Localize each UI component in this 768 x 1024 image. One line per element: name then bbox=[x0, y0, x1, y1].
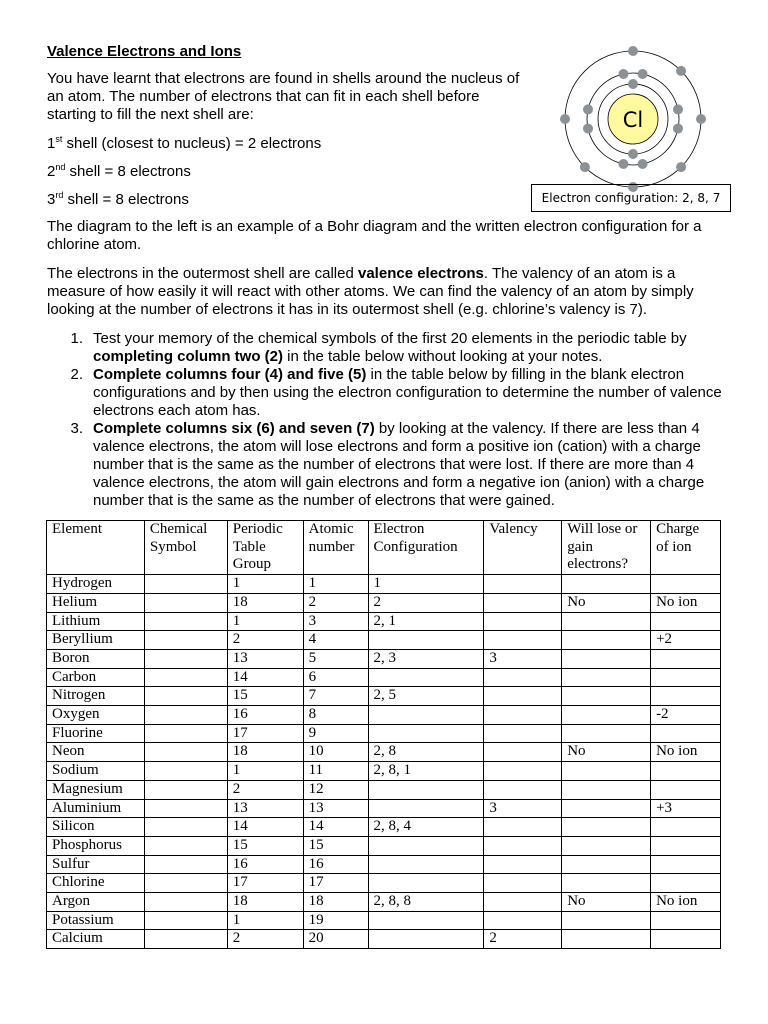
cell-lose-or-gain[interactable] bbox=[562, 836, 651, 855]
cell-valency[interactable] bbox=[484, 631, 562, 650]
cell-element: Magnesium bbox=[47, 780, 145, 799]
electron-shell-2 bbox=[638, 69, 648, 79]
cell-element: Nitrogen bbox=[47, 687, 145, 706]
table-row bbox=[47, 911, 721, 930]
electron-shell-3 bbox=[560, 114, 570, 124]
valence-paragraph: The electrons in the outermost shell are called valence electrons. The valency of an atom is a measure of how easily it will react with other atoms. We can find the valency of an atom by simply looking at the number of electrons it has in its outermost shell (e.g. chlorine’s valency is 7). bbox=[47, 265, 694, 318]
table-row bbox=[47, 818, 721, 837]
cell-electron-configuration: 2, 8, 1 bbox=[368, 762, 484, 781]
cell-charge-of-ion[interactable] bbox=[651, 649, 721, 668]
cell-group: 2 bbox=[227, 780, 303, 799]
cell-chemical-symbol-input[interactable] bbox=[144, 631, 227, 650]
header-electron-configuration: Electron Configuration bbox=[368, 521, 484, 575]
cell-element: Fluorine bbox=[47, 724, 145, 743]
cell-atomic-number: 12 bbox=[303, 780, 368, 799]
cell-valency[interactable] bbox=[484, 762, 562, 781]
cell-element: Phosphorus bbox=[47, 836, 145, 855]
header-lose-or-gain: Will lose or gain electrons? bbox=[562, 521, 651, 575]
cell-element: Chlorine bbox=[47, 874, 145, 893]
cell-chemical-symbol-input[interactable] bbox=[144, 780, 227, 799]
cell-group: 1 bbox=[227, 911, 303, 930]
cell-element: Calcium bbox=[47, 930, 145, 949]
cell-charge-of-ion: +2 bbox=[651, 631, 721, 650]
cell-valency[interactable] bbox=[484, 893, 562, 912]
bohr-diagram bbox=[560, 46, 706, 192]
cell-lose-or-gain[interactable] bbox=[562, 874, 651, 893]
cell-group: 1 bbox=[227, 575, 303, 594]
cell-atomic-number: 6 bbox=[303, 668, 368, 687]
cell-lose-or-gain: No bbox=[562, 893, 651, 912]
cell-electron-configuration[interactable] bbox=[368, 874, 484, 893]
table-row bbox=[47, 855, 721, 874]
table-row bbox=[47, 836, 721, 855]
cell-electron-configuration: 2, 5 bbox=[368, 687, 484, 706]
cell-charge-of-ion: No ion bbox=[651, 743, 721, 762]
cell-chemical-symbol-input[interactable] bbox=[144, 724, 227, 743]
cell-element: Aluminium bbox=[47, 799, 145, 818]
cell-valency[interactable] bbox=[484, 575, 562, 594]
cell-element: Neon bbox=[47, 743, 145, 762]
cell-charge-of-ion[interactable] bbox=[651, 724, 721, 743]
cell-chemical-symbol-input[interactable] bbox=[144, 612, 227, 631]
cell-electron-configuration[interactable] bbox=[368, 836, 484, 855]
table-row bbox=[47, 799, 721, 818]
table-row bbox=[47, 575, 721, 594]
cell-element: Hydrogen bbox=[47, 575, 145, 594]
cell-group: 13 bbox=[227, 799, 303, 818]
cell-atomic-number: 15 bbox=[303, 836, 368, 855]
cell-atomic-number: 4 bbox=[303, 631, 368, 650]
cell-atomic-number: 17 bbox=[303, 874, 368, 893]
cell-charge-of-ion[interactable] bbox=[651, 818, 721, 837]
cell-charge-of-ion[interactable] bbox=[651, 668, 721, 687]
cell-charge-of-ion[interactable] bbox=[651, 780, 721, 799]
cell-lose-or-gain[interactable] bbox=[562, 649, 651, 668]
cell-charge-of-ion[interactable] bbox=[651, 687, 721, 706]
cell-group: 14 bbox=[227, 818, 303, 837]
task-list bbox=[47, 330, 727, 510]
cell-charge-of-ion[interactable] bbox=[651, 762, 721, 781]
cell-valency[interactable] bbox=[484, 724, 562, 743]
task-item-1: 1. Test your memory of the chemical symbols of the first 20 elements in the periodic table by completing column two (2) in the table below without looking at your notes. bbox=[70, 330, 687, 365]
cell-atomic-number: 10 bbox=[303, 743, 368, 762]
electron-shell-1 bbox=[628, 149, 638, 159]
cell-chemical-symbol-input[interactable] bbox=[144, 743, 227, 762]
cell-atomic-number: 14 bbox=[303, 818, 368, 837]
cell-group: 18 bbox=[227, 893, 303, 912]
cell-group: 14 bbox=[227, 668, 303, 687]
table-row bbox=[47, 631, 721, 650]
table-row bbox=[47, 612, 721, 631]
cell-group: 15 bbox=[227, 836, 303, 855]
cell-atomic-number: 13 bbox=[303, 799, 368, 818]
table-row bbox=[47, 706, 721, 725]
cell-chemical-symbol-input[interactable] bbox=[144, 668, 227, 687]
table-row bbox=[47, 874, 721, 893]
cell-lose-or-gain[interactable] bbox=[562, 799, 651, 818]
table-row bbox=[47, 649, 721, 668]
cell-group: 16 bbox=[227, 855, 303, 874]
electron-shell-3 bbox=[628, 46, 638, 56]
cell-electron-configuration[interactable] bbox=[368, 799, 484, 818]
cell-element: Silicon bbox=[47, 818, 145, 837]
cell-lose-or-gain[interactable] bbox=[562, 687, 651, 706]
cell-atomic-number: 20 bbox=[303, 930, 368, 949]
cell-chemical-symbol-input[interactable] bbox=[144, 706, 227, 725]
cell-valency[interactable] bbox=[484, 743, 562, 762]
table-row bbox=[47, 668, 721, 687]
cell-atomic-number: 8 bbox=[303, 706, 368, 725]
cell-group: 18 bbox=[227, 743, 303, 762]
cell-chemical-symbol-input[interactable] bbox=[144, 649, 227, 668]
cell-chemical-symbol-input[interactable] bbox=[144, 575, 227, 594]
table-row bbox=[47, 930, 721, 949]
cell-electron-configuration[interactable] bbox=[368, 911, 484, 930]
cell-valency[interactable] bbox=[484, 687, 562, 706]
cell-chemical-symbol-input[interactable] bbox=[144, 593, 227, 612]
cell-lose-or-gain[interactable] bbox=[562, 724, 651, 743]
cell-electron-configuration[interactable] bbox=[368, 855, 484, 874]
cell-atomic-number: 19 bbox=[303, 911, 368, 930]
table-row bbox=[47, 780, 721, 799]
cell-element: Carbon bbox=[47, 668, 145, 687]
task-item-3: 3. Complete columns six (6) and seven (7) by looking at the valency. If there are less than 4 valence electrons, the atom will lose electrons and form a positive ion (cation) with a charge number that is the same as the number of electrons that were lost. If there are more than 4 valence electrons, the atom will gain electrons and form a negative ion (anion) with a charge number that is the same as the number of electrons that were gained. bbox=[70, 420, 705, 509]
cell-valency: 3 bbox=[484, 649, 562, 668]
cell-lose-or-gain[interactable] bbox=[562, 575, 651, 594]
cell-electron-configuration: 2, 8, 4 bbox=[368, 818, 484, 837]
cell-valency: 3 bbox=[484, 799, 562, 818]
cell-element: Potassium bbox=[47, 911, 145, 930]
electron-shell-2 bbox=[583, 104, 593, 114]
cell-group: 1 bbox=[227, 762, 303, 781]
cell-group: 17 bbox=[227, 874, 303, 893]
cell-charge-of-ion: No ion bbox=[651, 893, 721, 912]
cell-charge-of-ion[interactable] bbox=[651, 874, 721, 893]
header-element: Element bbox=[47, 521, 145, 575]
cell-chemical-symbol-input[interactable] bbox=[144, 930, 227, 949]
task-item-2: 2. Complete columns four (4) and five (5) in the table below by filling in the blank electron configurations and by then using the electron configuration to determine the number of valence electrons each atom has. bbox=[70, 366, 722, 419]
shell-line-2: 2nd shell = 8 electrons bbox=[47, 162, 191, 180]
cell-lose-or-gain[interactable] bbox=[562, 612, 651, 631]
cell-atomic-number: 18 bbox=[303, 893, 368, 912]
cell-electron-configuration: 1 bbox=[368, 575, 484, 594]
cell-element: Oxygen bbox=[47, 706, 145, 725]
cell-electron-configuration[interactable] bbox=[368, 706, 484, 725]
electron-configuration-box: Electron configuration: 2, 8, 7 bbox=[531, 184, 731, 212]
cell-chemical-symbol-input[interactable] bbox=[144, 911, 227, 930]
electron-shell-3 bbox=[696, 114, 706, 124]
cell-lose-or-gain[interactable] bbox=[562, 855, 651, 874]
cell-charge-of-ion[interactable] bbox=[651, 836, 721, 855]
cell-element: Argon bbox=[47, 893, 145, 912]
table-row bbox=[47, 893, 721, 912]
cell-electron-configuration[interactable] bbox=[368, 724, 484, 743]
cell-electron-configuration: 2, 3 bbox=[368, 649, 484, 668]
electron-shell-2 bbox=[673, 104, 683, 114]
cell-valency[interactable] bbox=[484, 874, 562, 893]
header-valency: Valency bbox=[484, 521, 562, 575]
cell-electron-configuration[interactable] bbox=[368, 668, 484, 687]
shell-line-1: 1st shell (closest to nucleus) = 2 electrons bbox=[47, 134, 322, 152]
cell-charge-of-ion: -2 bbox=[651, 706, 721, 725]
diagram-paragraph: The diagram to the left is an example of a Bohr diagram and the written electron configuration for a chlorine atom. bbox=[47, 218, 702, 253]
cell-group: 1 bbox=[227, 612, 303, 631]
electron-shell-3 bbox=[580, 162, 590, 172]
header-chemical-symbol: Chemical Symbol bbox=[144, 521, 227, 575]
cell-electron-configuration: 2, 8 bbox=[368, 743, 484, 762]
cell-group: 13 bbox=[227, 649, 303, 668]
cell-valency[interactable] bbox=[484, 836, 562, 855]
electron-shell-2 bbox=[583, 124, 593, 134]
cell-lose-or-gain[interactable] bbox=[562, 762, 651, 781]
cell-element: Sodium bbox=[47, 762, 145, 781]
intro-paragraph: You have learnt that electrons are found in shells around the nucleus of an atom. The number of electrons that can fit in each shell before starting to fill the next shell are: bbox=[47, 70, 520, 123]
electron-shell-2 bbox=[618, 159, 628, 169]
cell-electron-configuration: 2, 8, 8 bbox=[368, 893, 484, 912]
cell-atomic-number: 9 bbox=[303, 724, 368, 743]
cell-atomic-number: 5 bbox=[303, 649, 368, 668]
cell-charge-of-ion[interactable] bbox=[651, 855, 721, 874]
cell-chemical-symbol-input[interactable] bbox=[144, 893, 227, 912]
electron-shell-2 bbox=[618, 69, 628, 79]
cell-electron-configuration[interactable] bbox=[368, 930, 484, 949]
worksheet-title: Valence Electrons and Ions bbox=[47, 43, 242, 60]
cell-chemical-symbol-input[interactable] bbox=[144, 874, 227, 893]
cell-charge-of-ion[interactable] bbox=[651, 575, 721, 594]
elements-table bbox=[46, 520, 721, 949]
cell-element: Boron bbox=[47, 649, 145, 668]
table-row bbox=[47, 724, 721, 743]
table-row bbox=[47, 762, 721, 781]
electron-shell-2 bbox=[673, 124, 683, 134]
cell-element: Lithium bbox=[47, 612, 145, 631]
cell-element: Helium bbox=[47, 593, 145, 612]
cell-charge-of-ion: +3 bbox=[651, 799, 721, 818]
table-row bbox=[47, 593, 721, 612]
cell-element: Sulfur bbox=[47, 855, 145, 874]
cell-group: 18 bbox=[227, 593, 303, 612]
cell-chemical-symbol-input[interactable] bbox=[144, 855, 227, 874]
cell-lose-or-gain[interactable] bbox=[562, 911, 651, 930]
cell-valency[interactable] bbox=[484, 911, 562, 930]
cell-atomic-number: 11 bbox=[303, 762, 368, 781]
cell-lose-or-gain: No bbox=[562, 593, 651, 612]
cell-lose-or-gain[interactable] bbox=[562, 631, 651, 650]
cell-group: 2 bbox=[227, 631, 303, 650]
cell-valency[interactable] bbox=[484, 780, 562, 799]
cell-valency[interactable] bbox=[484, 612, 562, 631]
cell-charge-of-ion[interactable] bbox=[651, 911, 721, 930]
cell-lose-or-gain[interactable] bbox=[562, 780, 651, 799]
table-row bbox=[47, 687, 721, 706]
shell-line-3: 3rd shell = 8 electrons bbox=[47, 190, 189, 208]
cell-electron-configuration: 2 bbox=[368, 593, 484, 612]
header-charge-of-ion: Charge of ion bbox=[651, 521, 721, 575]
cell-lose-or-gain[interactable] bbox=[562, 706, 651, 725]
cell-lose-or-gain[interactable] bbox=[562, 930, 651, 949]
electron-shell-2 bbox=[638, 159, 648, 169]
cell-lose-or-gain[interactable] bbox=[562, 818, 651, 837]
cell-chemical-symbol-input[interactable] bbox=[144, 762, 227, 781]
cell-valency[interactable] bbox=[484, 855, 562, 874]
cell-atomic-number: 3 bbox=[303, 612, 368, 631]
cell-atomic-number: 16 bbox=[303, 855, 368, 874]
cell-electron-configuration: 2, 1 bbox=[368, 612, 484, 631]
cell-chemical-symbol-input[interactable] bbox=[144, 818, 227, 837]
cell-group: 17 bbox=[227, 724, 303, 743]
cell-charge-of-ion[interactable] bbox=[651, 612, 721, 631]
electron-shell-3 bbox=[676, 66, 686, 76]
cell-valency[interactable] bbox=[484, 706, 562, 725]
electron-shell-3 bbox=[676, 162, 686, 172]
cell-electron-configuration[interactable] bbox=[368, 780, 484, 799]
cell-chemical-symbol-input[interactable] bbox=[144, 687, 227, 706]
cell-valency[interactable] bbox=[484, 818, 562, 837]
cell-atomic-number: 1 bbox=[303, 575, 368, 594]
cell-atomic-number: 7 bbox=[303, 687, 368, 706]
cell-group: 2 bbox=[227, 930, 303, 949]
electron-shell-1 bbox=[628, 79, 638, 89]
nucleus-symbol: Cl bbox=[622, 108, 644, 132]
header-atomic-number: Atomic number bbox=[303, 521, 368, 575]
header-periodic-group: Periodic Table Group bbox=[227, 521, 303, 575]
table-header-row bbox=[47, 521, 721, 575]
cell-chemical-symbol-input[interactable] bbox=[144, 799, 227, 818]
cell-lose-or-gain[interactable] bbox=[562, 668, 651, 687]
cell-group: 15 bbox=[227, 687, 303, 706]
cell-valency: 2 bbox=[484, 930, 562, 949]
table-row bbox=[47, 743, 721, 762]
cell-charge-of-ion: No ion bbox=[651, 593, 721, 612]
cell-lose-or-gain: No bbox=[562, 743, 651, 762]
cell-atomic-number: 2 bbox=[303, 593, 368, 612]
cell-chemical-symbol-input[interactable] bbox=[144, 836, 227, 855]
cell-valency[interactable] bbox=[484, 668, 562, 687]
cell-group: 16 bbox=[227, 706, 303, 725]
cell-element: Beryllium bbox=[47, 631, 145, 650]
cell-charge-of-ion[interactable] bbox=[651, 930, 721, 949]
cell-valency[interactable] bbox=[484, 593, 562, 612]
cell-electron-configuration[interactable] bbox=[368, 631, 484, 650]
